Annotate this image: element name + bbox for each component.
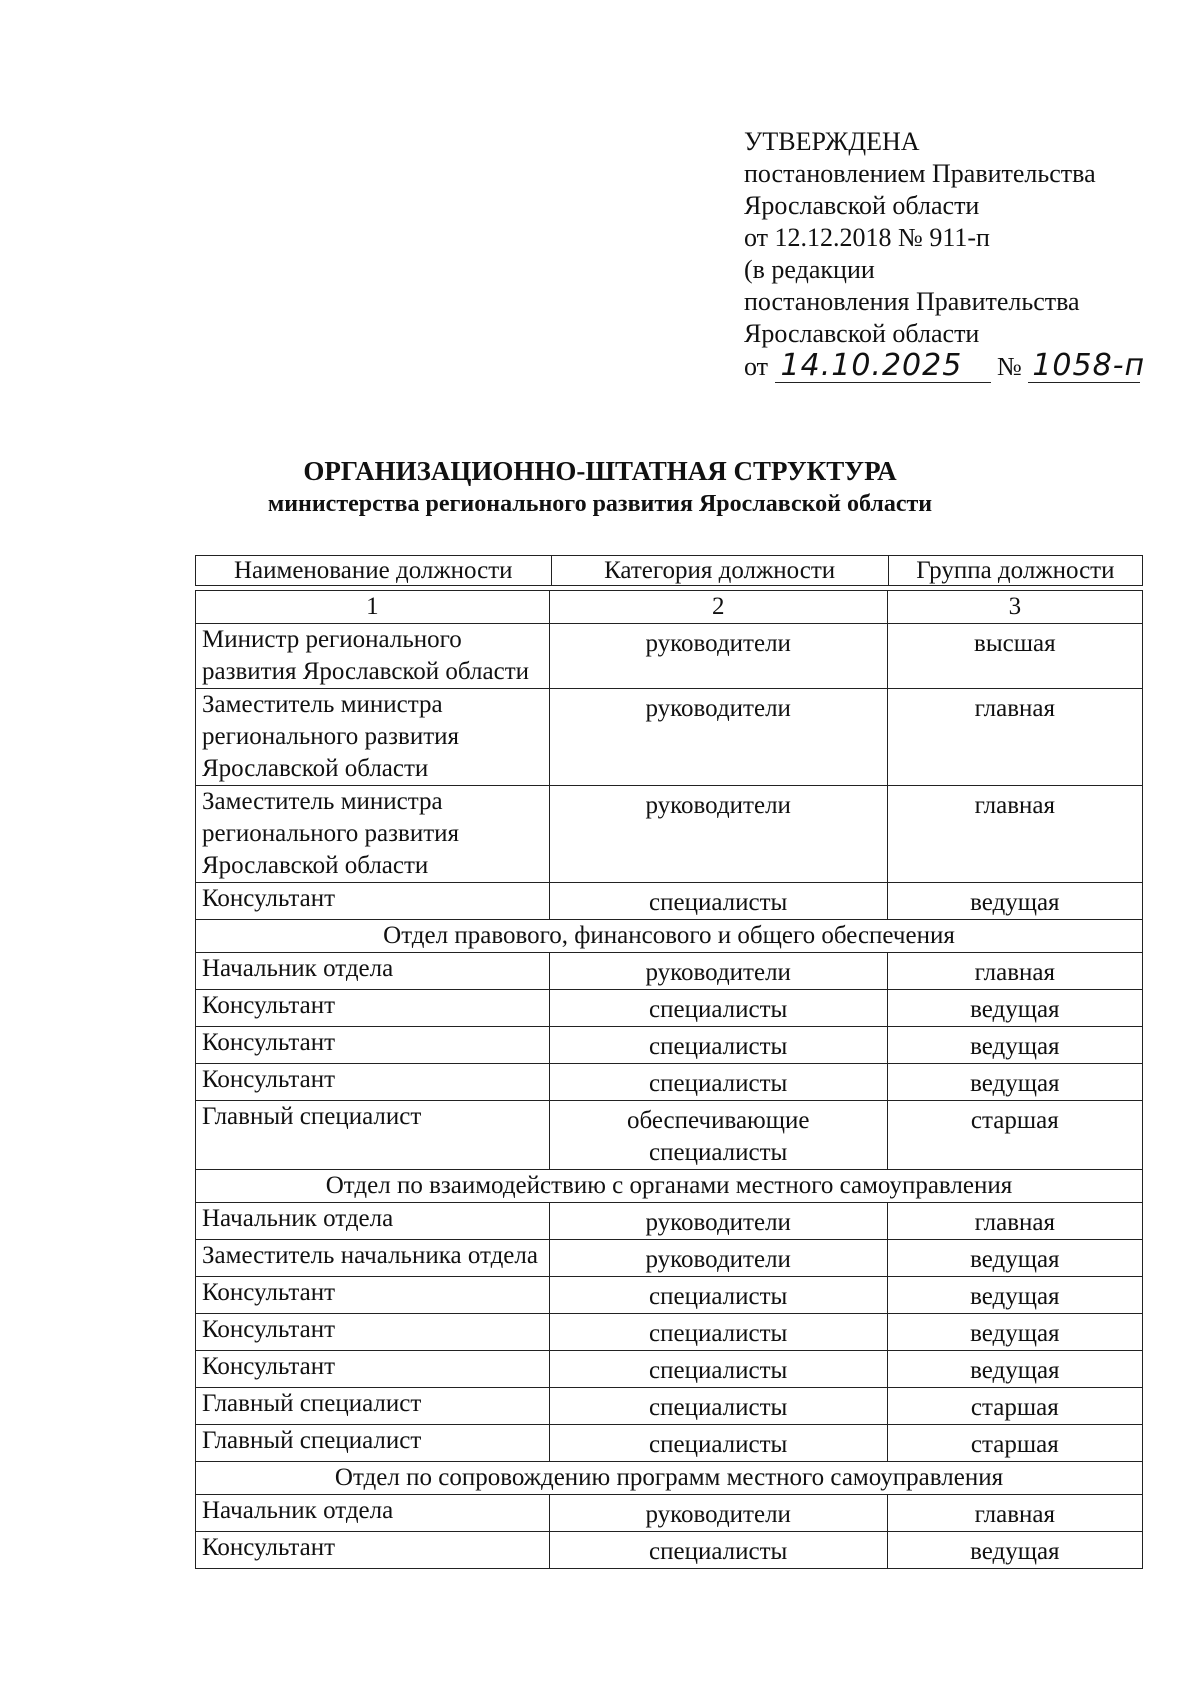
table-row bbox=[196, 1425, 1143, 1462]
table-row bbox=[196, 624, 1143, 689]
position-category: руководители bbox=[549, 1240, 887, 1277]
table-row bbox=[196, 1388, 1143, 1425]
table-row bbox=[196, 883, 1143, 920]
table-row bbox=[196, 990, 1143, 1027]
position-name: Заместитель министра регионального развития Ярославской области bbox=[196, 786, 550, 883]
position-category: специалисты bbox=[549, 990, 887, 1027]
approval-line: УТВЕРЖДЕНА bbox=[744, 127, 920, 156]
table-row bbox=[196, 1101, 1143, 1170]
position-group: старшая bbox=[887, 1425, 1142, 1462]
position-group: главная bbox=[887, 1495, 1142, 1532]
table-row bbox=[196, 953, 1143, 990]
position-category: специалисты bbox=[549, 1388, 887, 1425]
position-name: Консультант bbox=[196, 1027, 550, 1064]
position-group: главная bbox=[887, 689, 1142, 786]
column-number: 1 bbox=[196, 591, 550, 624]
position-name: Главный специалист bbox=[196, 1388, 550, 1425]
position-category: руководители bbox=[549, 624, 887, 689]
approval-date-line bbox=[744, 350, 1164, 383]
position-group: главная bbox=[887, 1203, 1142, 1240]
position-group: ведущая bbox=[887, 1532, 1142, 1569]
position-name: Консультант bbox=[196, 1314, 550, 1351]
handwritten-date: 14.10.2025 bbox=[775, 350, 991, 383]
position-group: старшая bbox=[887, 1101, 1142, 1170]
position-group: ведущая bbox=[887, 1277, 1142, 1314]
position-group: ведущая bbox=[887, 1064, 1142, 1101]
position-category: специалисты bbox=[549, 1277, 887, 1314]
position-name: Заместитель министра регионального развития Ярославской области bbox=[196, 689, 550, 786]
position-name: Министр регионального развития Ярославской области bbox=[196, 624, 550, 689]
position-group: ведущая bbox=[887, 1240, 1142, 1277]
position-category: специалисты bbox=[549, 1064, 887, 1101]
date-prefix: от bbox=[744, 352, 769, 381]
table-header bbox=[195, 555, 1143, 586]
header-cell: Наименование должности bbox=[196, 556, 552, 586]
position-name: Консультант bbox=[196, 883, 550, 920]
table-row bbox=[196, 689, 1143, 786]
position-category: специалисты bbox=[549, 1425, 887, 1462]
header-cell: Категория должности bbox=[551, 556, 888, 586]
position-category: руководители bbox=[549, 1495, 887, 1532]
section-row bbox=[196, 920, 1143, 953]
position-name: Начальник отдела bbox=[196, 1495, 550, 1532]
position-name: Консультант bbox=[196, 1351, 550, 1388]
table-row bbox=[196, 1240, 1143, 1277]
section-row bbox=[196, 1462, 1143, 1495]
table-row bbox=[196, 1277, 1143, 1314]
section-title: Отдел по взаимодействию с органами местного самоуправления bbox=[196, 1170, 1143, 1203]
section-title: Отдел правового, финансового и общего обеспечения bbox=[196, 920, 1143, 953]
position-name: Главный специалист bbox=[196, 1101, 550, 1170]
position-group: главная bbox=[887, 953, 1142, 990]
approval-line: постановлением Правительства bbox=[744, 159, 1096, 188]
position-name: Консультант bbox=[196, 1532, 550, 1569]
table-row bbox=[196, 1314, 1143, 1351]
position-name: Заместитель начальника отдела bbox=[196, 1240, 550, 1277]
table-row bbox=[196, 1351, 1143, 1388]
number-prefix: № bbox=[997, 352, 1022, 381]
position-category: специалисты bbox=[549, 1314, 887, 1351]
column-number: 2 bbox=[549, 591, 887, 624]
position-category: руководители bbox=[549, 786, 887, 883]
table-row bbox=[196, 786, 1143, 883]
table-row bbox=[196, 1027, 1143, 1064]
approval-stamp-block bbox=[744, 126, 1164, 383]
approval-line: Ярославской области bbox=[744, 319, 980, 348]
position-category: специалисты bbox=[549, 883, 887, 920]
table-row bbox=[196, 1203, 1143, 1240]
header-cell: Группа должности bbox=[888, 556, 1142, 586]
staff-structure-body bbox=[196, 591, 1143, 1569]
column-number-row bbox=[196, 591, 1143, 624]
approval-line: (в редакции bbox=[744, 255, 875, 284]
table-row bbox=[196, 1064, 1143, 1101]
approval-line: Ярославской области bbox=[744, 191, 980, 220]
position-category: специалисты bbox=[549, 1027, 887, 1064]
position-category: руководители bbox=[549, 953, 887, 990]
approval-line: постановления Правительства bbox=[744, 287, 1080, 316]
section-title: Отдел по сопровождению программ местного самоуправления bbox=[196, 1462, 1143, 1495]
position-category: руководители bbox=[549, 689, 887, 786]
position-group: ведущая bbox=[887, 1351, 1142, 1388]
position-group: ведущая bbox=[887, 990, 1142, 1027]
position-group: старшая bbox=[887, 1388, 1142, 1425]
document-title: ОРГАНИЗАЦИОННО-ШТАТНАЯ СТРУКТУРА bbox=[303, 456, 897, 486]
table-row bbox=[196, 1532, 1143, 1569]
position-group: главная bbox=[887, 786, 1142, 883]
position-name: Консультант bbox=[196, 1277, 550, 1314]
column-number: 3 bbox=[887, 591, 1142, 624]
approval-line: от 12.12.2018 № 911-п bbox=[744, 223, 990, 252]
position-group: ведущая bbox=[887, 883, 1142, 920]
header-row bbox=[196, 556, 1143, 586]
position-name: Главный специалист bbox=[196, 1425, 550, 1462]
position-name: Начальник отдела bbox=[196, 1203, 550, 1240]
section-row bbox=[196, 1170, 1143, 1203]
position-category: специалисты bbox=[549, 1351, 887, 1388]
position-group: высшая bbox=[887, 624, 1142, 689]
position-name: Начальник отдела bbox=[196, 953, 550, 990]
position-name: Консультант bbox=[196, 1064, 550, 1101]
table-row bbox=[196, 1495, 1143, 1532]
position-category: специалисты bbox=[549, 1532, 887, 1569]
position-category: обеспечивающие специалисты bbox=[549, 1101, 887, 1170]
position-group: ведущая bbox=[887, 1314, 1142, 1351]
document-subtitle: министерства регионального развития Ярославской области bbox=[267, 491, 933, 517]
handwritten-number: 1058-п bbox=[1028, 350, 1140, 383]
position-category: руководители bbox=[549, 1203, 887, 1240]
position-name: Консультант bbox=[196, 990, 550, 1027]
staff-structure-table bbox=[195, 590, 1143, 1569]
position-group: ведущая bbox=[887, 1027, 1142, 1064]
